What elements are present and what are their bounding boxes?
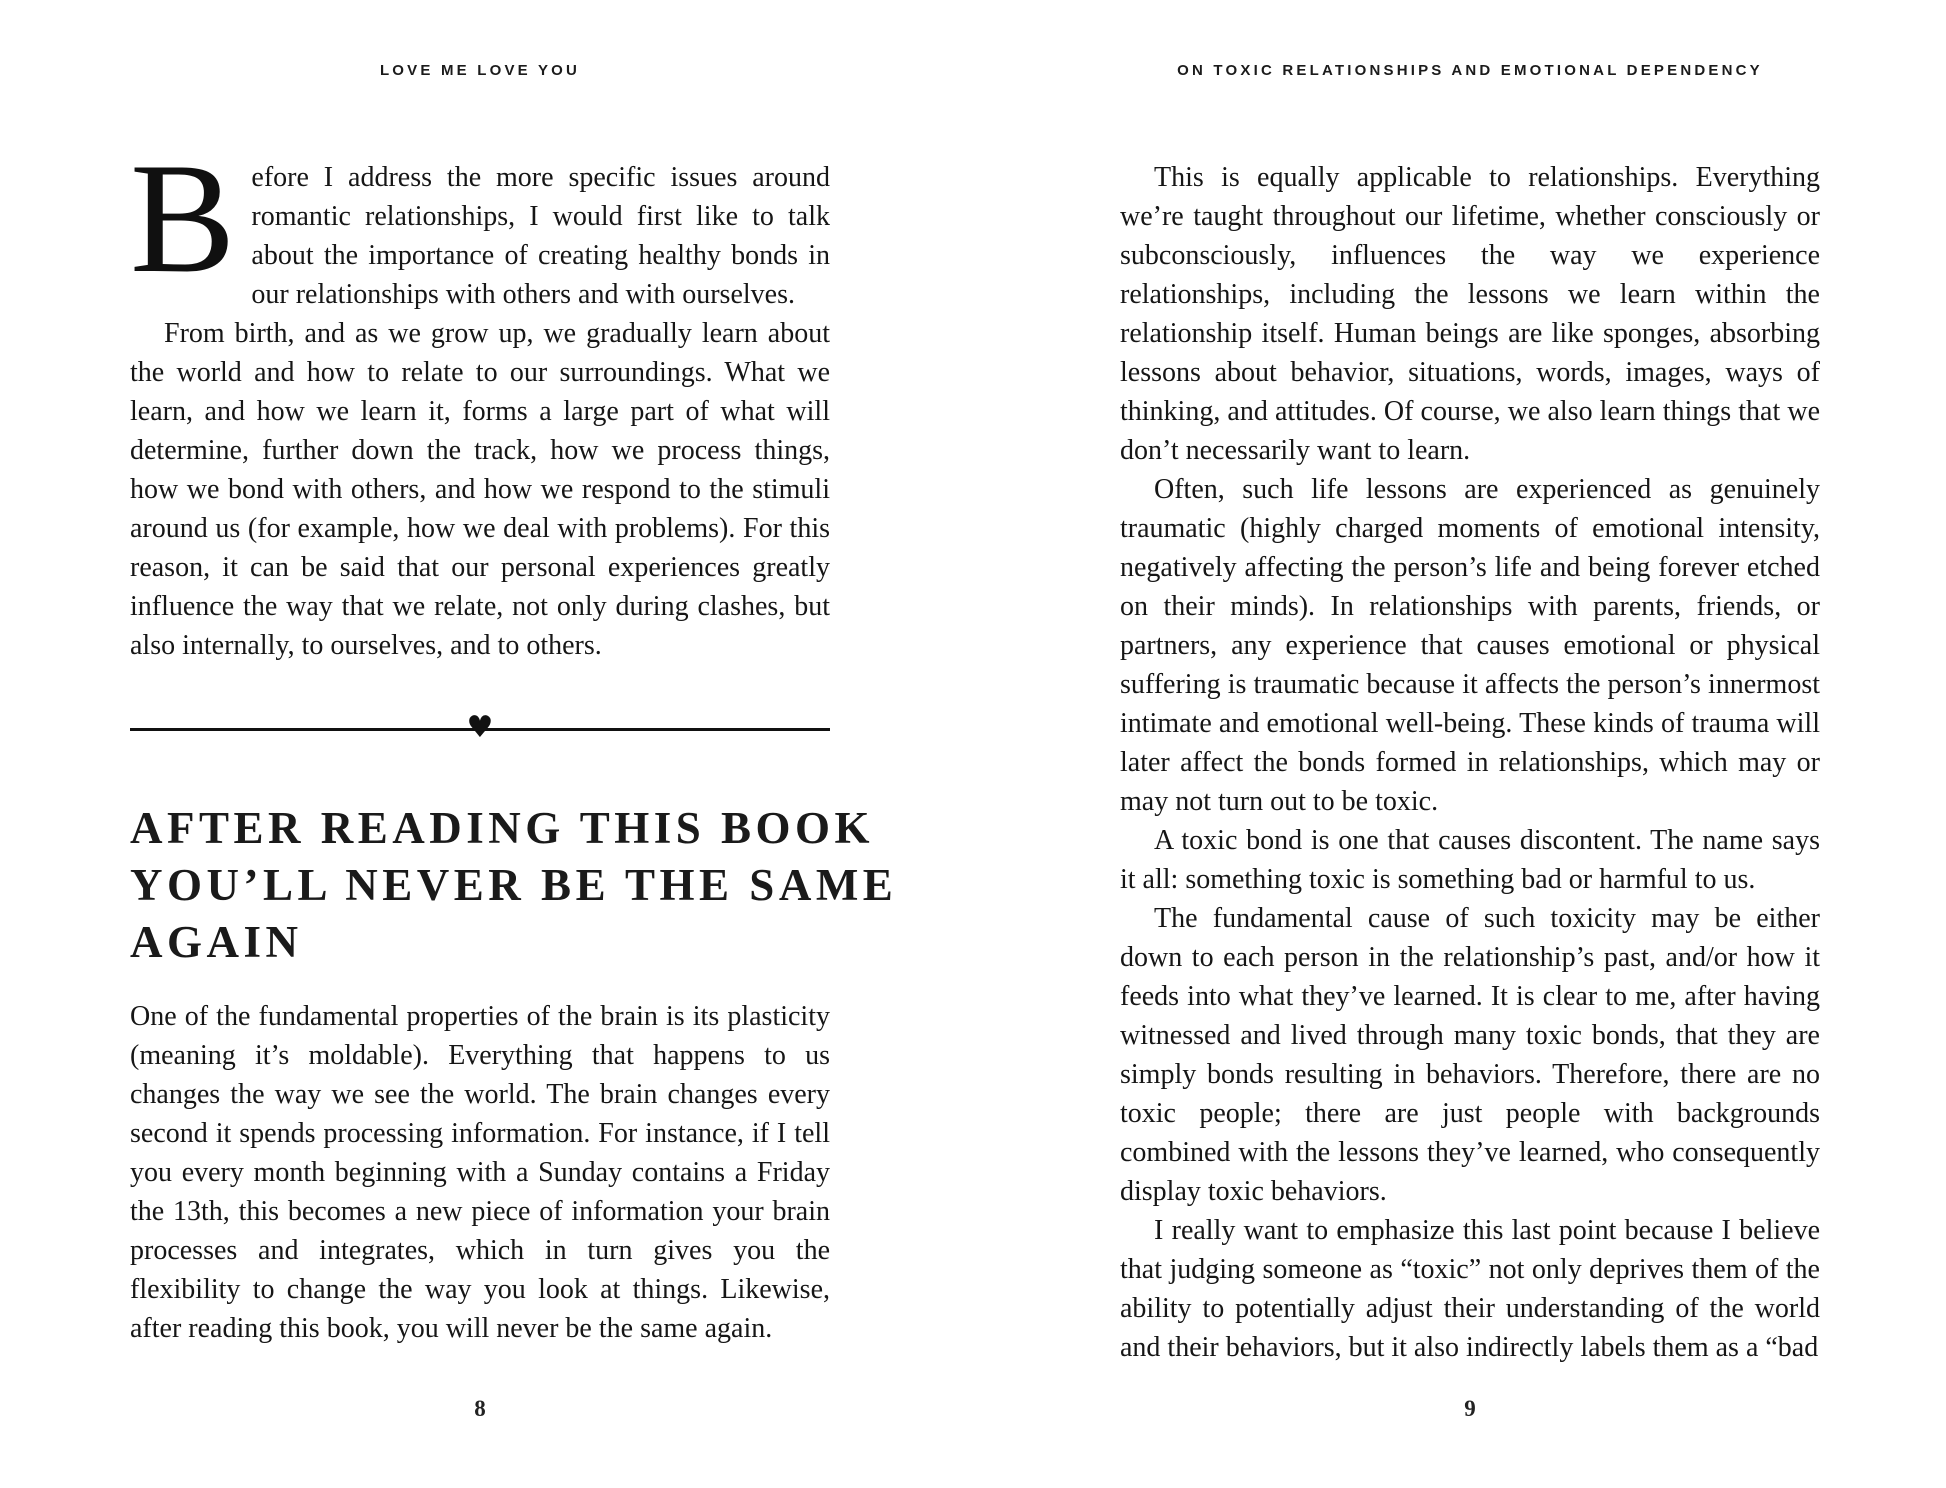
drop-cap: B [130,131,236,306]
paragraph: Often, such life lessons are experienced as genuinely traumatic (highly charged moments of emotional intensity, negatively affecting the person’s life and being forever etched on their minds). In relationships with parents, friends, or partners, any experience that causes emotional or physical suffering is traumatic because it affects the person’s innermost intimate and emotional well-being. These kinds of trauma will later affect the bonds formed in relationships, which may or may not turn out to be toxic. [1120,474,1820,817]
paragraph: From birth, and as we grow up, we gradually learn about the world and how to relate to our surroundings. What we learn, and how we learn it, forms a large part of what will determine, further down the track, how we process things, how we bond with others, and how we respond to the stimuli around us (for example, how we deal with problems). For this reason, it can be said that our personal experiences greatly influence the way that we relate, not only during clashes, but also internally, to ourselves, and to others. [130,318,830,661]
paragraph: This is equally applicable to relationships. Everything we’re taught throughout our lifetime, whether consciously or subconsciously, influences the way we experience relationships, including the lessons we learn within the relationship itself. Human beings are like sponges, absorbing lessons about behavior, situations, words, images, ways of thinking, and attitudes. Of course, we also learn things that we don’t necessarily want to learn. [1120,162,1820,466]
opening-paragraph [130,131,830,314]
left-body-text [130,131,898,1348]
paragraph: A toxic bond is one that causes discontent. The name says it all: something toxic is something bad or harmful to us. [1120,825,1820,895]
right-body-text [1120,158,1820,1367]
heading-line: AGAIN [130,917,303,967]
heart-icon: ♥ [466,709,494,745]
section-divider [130,709,830,745]
heading-line: AFTER READING THIS BOOK [130,803,875,853]
paragraph: The fundamental cause of such toxicity may be either down to each person in the relationship’s past, and/or how it feeds into what they’ve learned. It is clear to me, after having witnessed and lived through many toxic bonds, that they are simply bonds resulting in behaviors. Therefore, there are no toxic people; there are just people with backgrounds combined with the lessons they’ve learned, who consequently display toxic behaviors. [1120,903,1820,1207]
opening-paragraph-text: efore I address the more specific issues around romantic relationships, I would first like to talk about the importance of creating healthy bonds in our relationships with others and with ourselves. [251,162,830,310]
paragraph: One of the fundamental properties of the brain is its plasticity (meaning it’s moldable). Everything that happens to us changes the way we see the world. The brain changes every second it spends processing information. For instance, if I tell you every month beginning with a Sunday contains a Friday the 13th, this becomes a new piece of information your brain processes and integrates, which in turn gives you the flexibility to change the way you look at things. Likewise, after reading this book, you will never be the same again. [130,1001,830,1344]
paragraph: I really want to emphasize this last point because I believe that judging someone as “toxic” not only deprives them of the ability to potentially adjust their understanding of the world and their behaviors, but it also indirectly labels them as a “bad [1120,1215,1820,1363]
page-number-left: 8 [474,1396,486,1421]
page-number-right: 9 [1464,1396,1476,1421]
page-right [973,0,1946,1488]
running-head-left: LOVE ME LOVE YOU [379,62,581,79]
running-head-right: ON TOXIC RELATIONSHIPS AND EMOTIONAL DEPENDENCY [1177,62,1763,79]
chapter-heading [130,800,898,971]
heading-line: YOU’LL NEVER BE THE SAME [130,860,898,910]
